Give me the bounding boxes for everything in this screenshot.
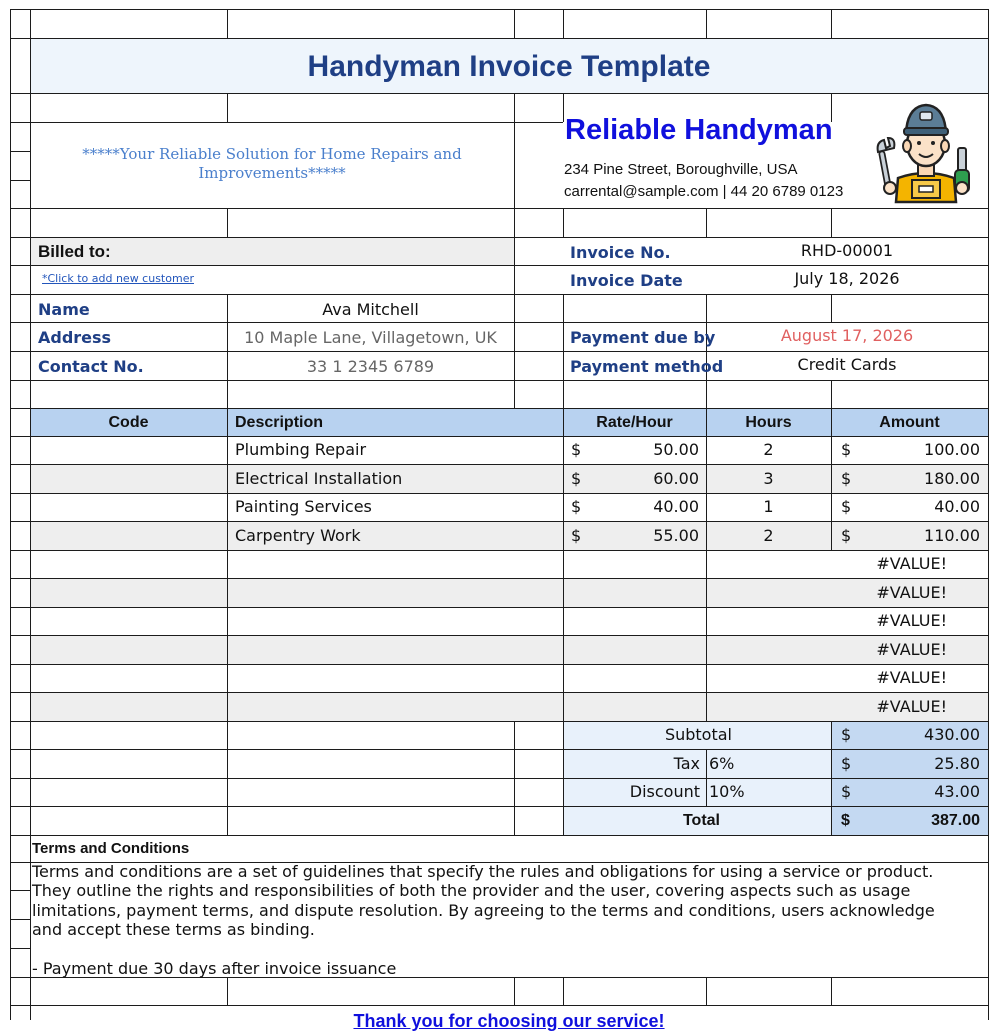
payment-labels-cell: [563, 322, 724, 380]
col-code-header: Code: [108, 414, 149, 431]
amount-error: #VALUE!: [876, 697, 947, 716]
item-amount: 110.00: [924, 526, 980, 545]
payment-due-date[interactable]: August 17, 2026: [780, 326, 914, 345]
terms-heading: Terms and Conditions: [32, 840, 190, 857]
col-hours-header: Hours: [745, 414, 792, 431]
amount-error: #VALUE!: [876, 554, 947, 573]
terms-line: Terms and conditions are a set of guidelines that specify the rules and obligations for using a service or product.: [32, 862, 934, 881]
item-amount: 100.00: [924, 440, 980, 459]
item-description[interactable]: Painting Services: [235, 497, 372, 516]
handyman-icon: [876, 96, 976, 206]
currency-symbol: $: [841, 782, 852, 801]
currency-symbol: $: [571, 469, 582, 488]
item-description[interactable]: Plumbing Repair: [235, 440, 367, 459]
customer-address[interactable]: 10 Maple Lane, Villagetown, UK: [244, 328, 497, 347]
payment-method[interactable]: Credit Cards: [797, 355, 897, 374]
address-label: Address: [38, 328, 112, 347]
customer-name[interactable]: Ava Mitchell: [322, 300, 419, 319]
subtotal-label: Subtotal: [664, 725, 732, 744]
currency-symbol: $: [841, 725, 852, 744]
currency-symbol: $: [571, 497, 582, 516]
item-rate[interactable]: 50.00: [653, 440, 699, 459]
amount-error: #VALUE!: [876, 611, 947, 630]
company-contact: carrental@sample.com | 44 20 6789 0123: [564, 183, 844, 200]
discount-value: 43.00: [934, 782, 980, 801]
item-hours[interactable]: 3: [763, 469, 774, 488]
item-rate[interactable]: 40.00: [653, 497, 699, 516]
terms-line: and accept these terms as binding.: [32, 920, 315, 939]
terms-line: limitations, payment terms, and dispute resolution. By agreeing to the terms and conditions, users acknowledge: [32, 901, 935, 920]
item-amount: 180.00: [924, 469, 980, 488]
payment-method-label: Payment method: [570, 357, 724, 376]
total-label: Total: [682, 812, 720, 829]
currency-symbol: $: [841, 754, 852, 773]
item-description[interactable]: Carpentry Work: [235, 526, 361, 545]
terms-line: They outline the rights and responsibilities of both the provider and the user, covering aspects such as usage: [32, 881, 911, 900]
thank-you-footer: Thank you for choosing our service!: [353, 1011, 665, 1031]
subtotal-value: 430.00: [924, 725, 980, 744]
company-name: Reliable Handyman: [565, 114, 833, 146]
currency-symbol: $: [841, 469, 852, 488]
amount-error: #VALUE!: [876, 640, 947, 659]
page-title: Handyman Invoice Template: [307, 50, 711, 83]
item-hours[interactable]: 1: [763, 497, 774, 516]
contact-label: Contact No.: [38, 357, 144, 376]
amount-error: #VALUE!: [876, 583, 947, 602]
currency-symbol: $: [841, 440, 852, 459]
amount-error: #VALUE!: [876, 668, 947, 687]
payment-due-label: Payment due by: [570, 328, 716, 347]
invoice-date[interactable]: July 18, 2026: [794, 269, 900, 288]
item-description[interactable]: Electrical Installation: [235, 469, 403, 488]
invoice-date-label: Invoice Date: [570, 271, 683, 290]
tax-label: Tax: [673, 754, 700, 773]
customer-contact[interactable]: 33 1 2345 6789: [306, 357, 435, 376]
billed-to-heading: Billed to:: [38, 242, 111, 261]
discount-label: Discount: [629, 782, 700, 801]
tagline: *****Your Reliable Solution for Home Repairs and Improvements*****: [82, 145, 462, 182]
item-hours[interactable]: 2: [763, 440, 774, 459]
tax-value: 25.80: [934, 754, 980, 773]
currency-symbol: $: [841, 526, 852, 545]
col-rate-header: Rate/Hour: [596, 414, 673, 431]
item-rate[interactable]: 55.00: [653, 526, 699, 545]
currency-symbol: $: [571, 526, 582, 545]
currency-symbol: $: [571, 440, 582, 459]
item-hours[interactable]: 2: [763, 526, 774, 545]
col-amount-header: Amount: [879, 414, 940, 431]
currency-symbol: $: [841, 812, 850, 829]
invoice-number[interactable]: RHD-00001: [800, 241, 894, 260]
tax-rate[interactable]: 6%: [709, 754, 735, 773]
invoice-no-label: Invoice No.: [570, 243, 671, 262]
total-value: 387.00: [931, 812, 980, 829]
company-address: 234 Pine Street, Boroughville, USA: [564, 161, 798, 178]
name-label: Name: [38, 300, 90, 319]
terms-note: - Payment due 30 days after invoice issuance: [32, 959, 397, 978]
discount-rate[interactable]: 10%: [709, 782, 745, 801]
company-name-cell: [563, 110, 831, 152]
col-description-header: Description: [235, 414, 324, 431]
item-rate[interactable]: 60.00: [653, 469, 699, 488]
currency-symbol: $: [841, 497, 852, 516]
add-customer-link[interactable]: *Click to add new customer: [42, 272, 194, 285]
item-amount: 40.00: [934, 497, 980, 516]
